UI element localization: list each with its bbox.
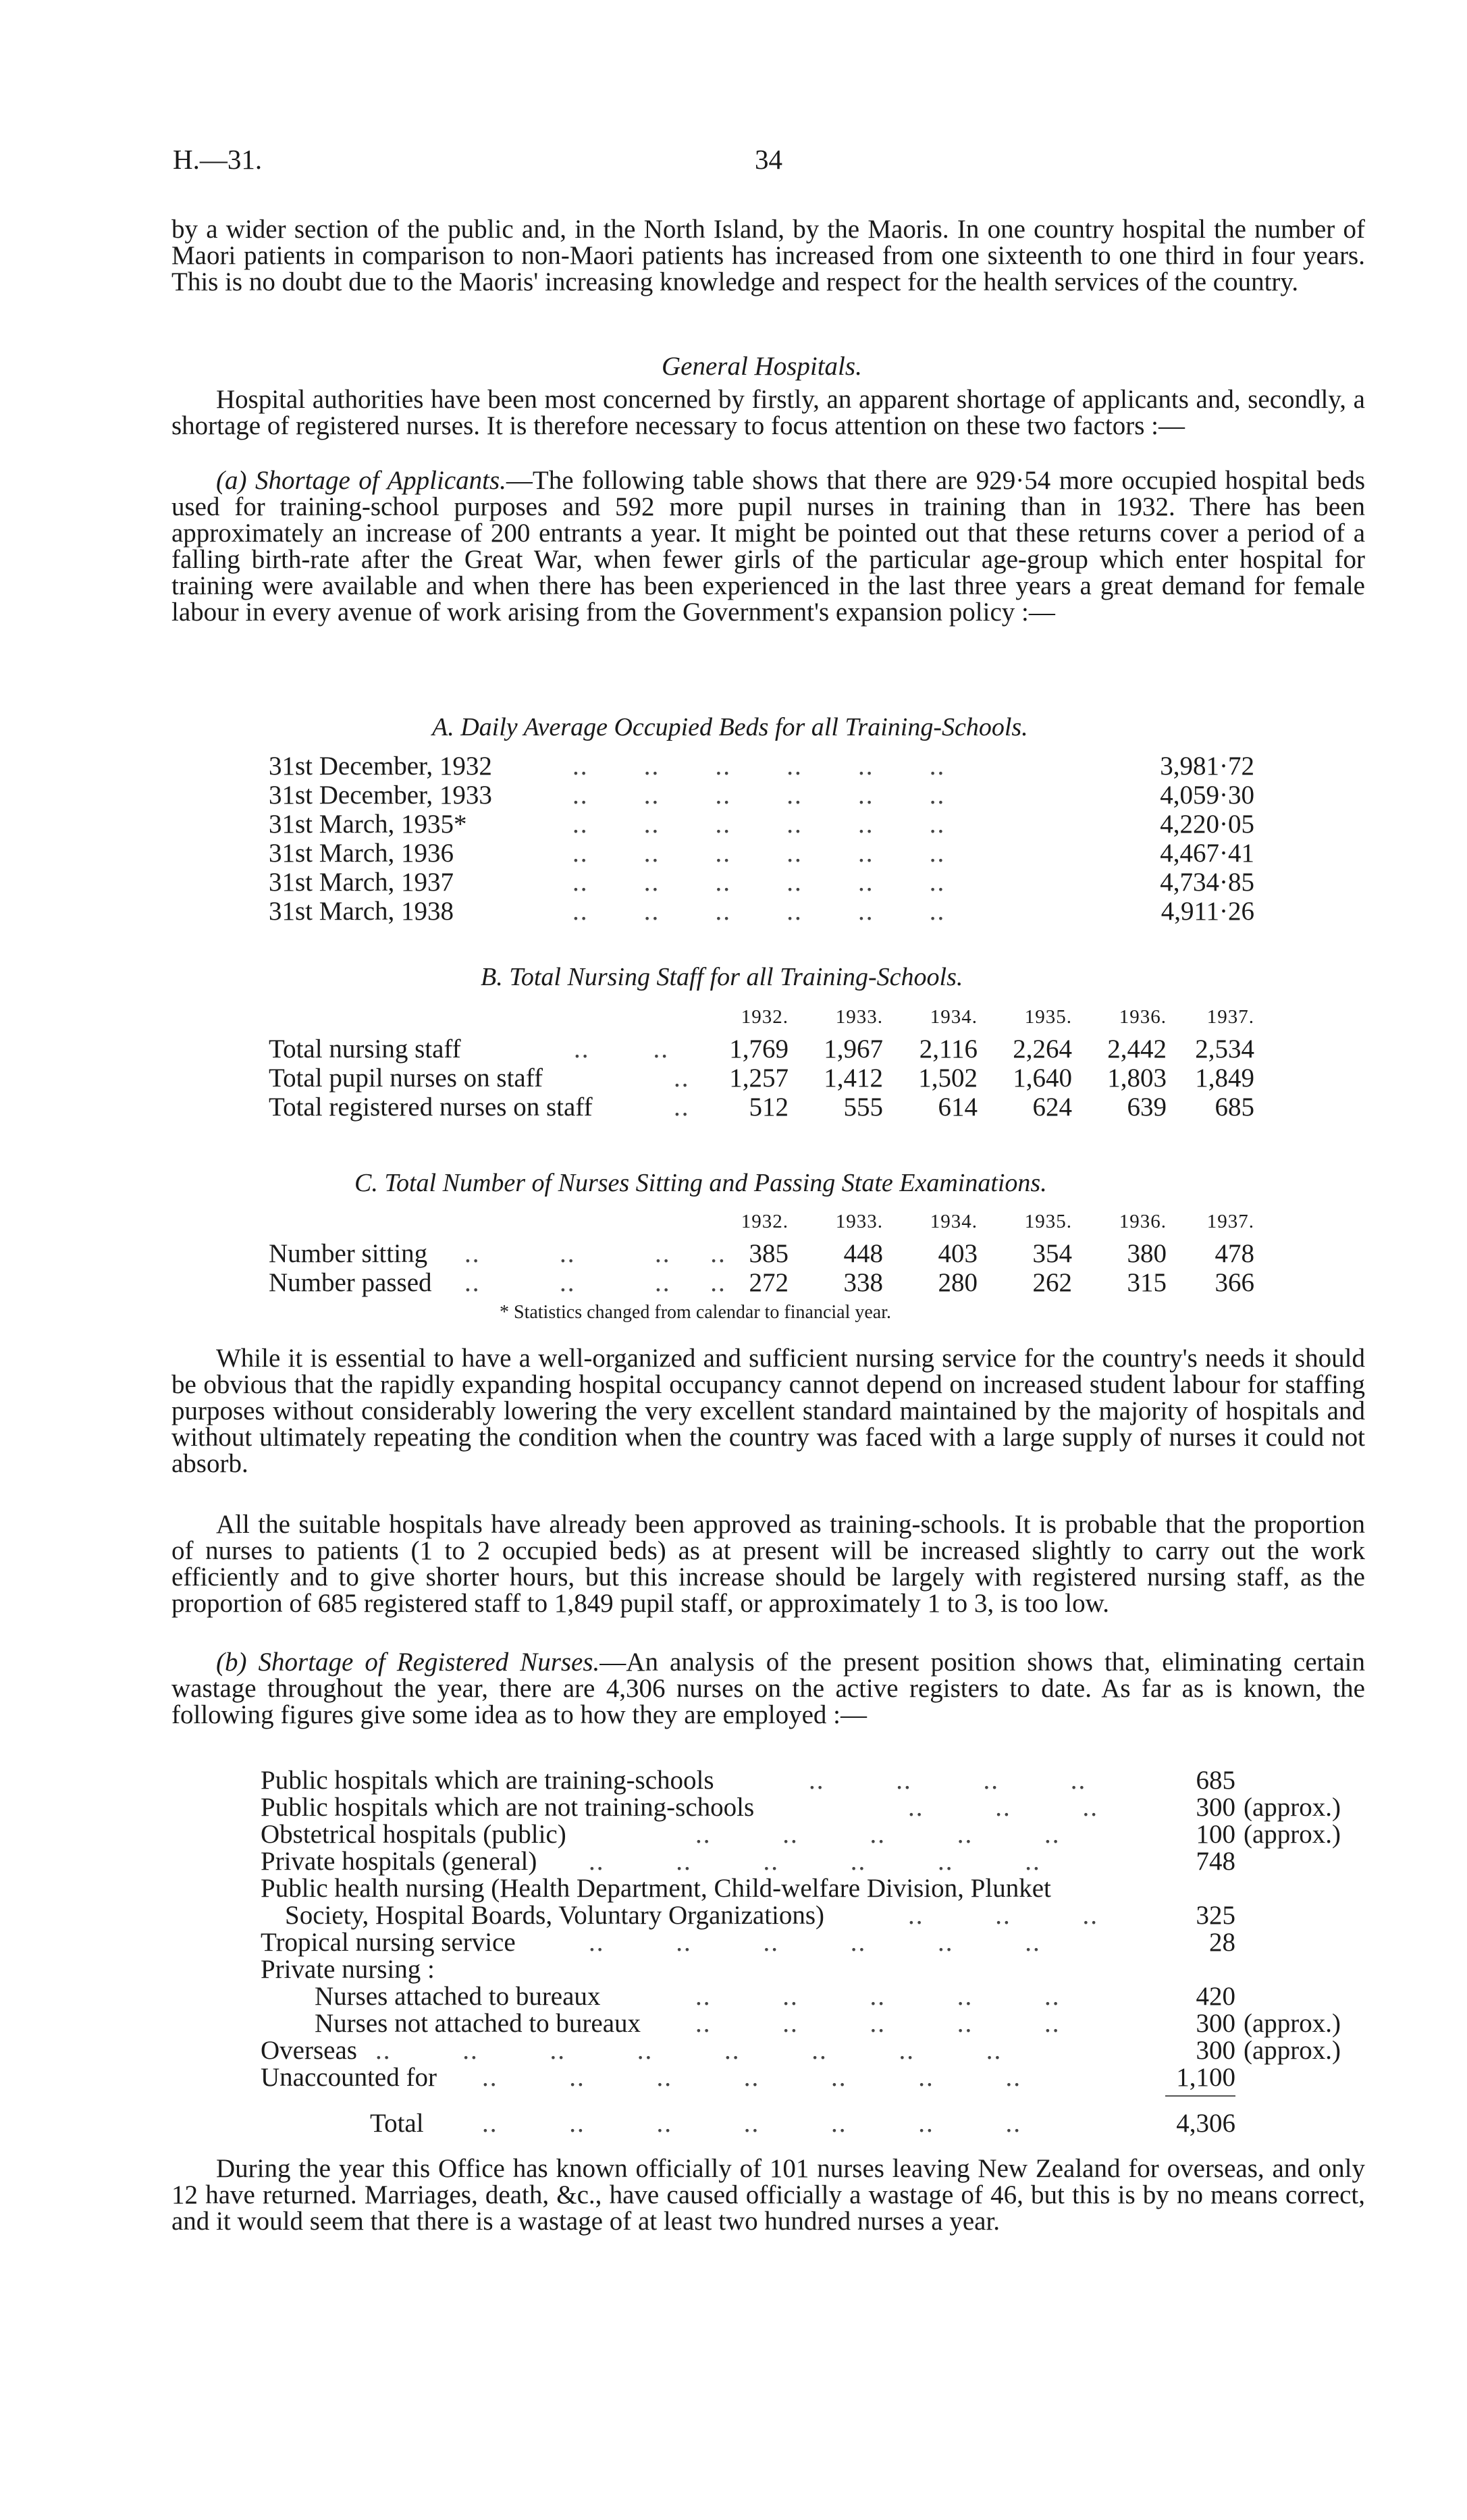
year-header: 1933. bbox=[835, 1211, 883, 1232]
cell-value: 1,640 bbox=[1013, 1064, 1072, 1093]
row-note: (approx.) bbox=[1244, 1793, 1341, 1822]
leader-dots: .. .. .. bbox=[908, 1901, 1098, 1930]
paragraph-authorities: Hospital authorities have been most concerned by firstly, an apparent shortage of applicants and, secondly, a shortage of registered nurses. It is therefore necessary to focus attention on these two factors :— bbox=[171, 385, 1365, 440]
cell-value: 262 bbox=[1032, 1268, 1072, 1297]
row-value: 28 bbox=[1209, 1928, 1235, 1957]
paragraph-shortage-registered bbox=[171, 1649, 1365, 1728]
cell-value: 478 bbox=[1215, 1239, 1254, 1268]
document-code: H.—31. bbox=[173, 144, 263, 175]
total-value: 4,306 bbox=[1176, 2109, 1235, 2138]
cell-value: 2,116 bbox=[919, 1034, 978, 1064]
paragraph-final: During the year this Office has known officially of 101 nurses leaving New Zealand for overseas, and only 12 have returned. Marriages, death, &c., have caused officially a wastage of 46, but this is by no means correct, and it would seem that there is a wastage of at least two hundred nurses a year. bbox=[171, 2154, 1365, 2236]
row-label: 31st December, 1933 bbox=[269, 781, 492, 810]
row-label: Number passed bbox=[269, 1268, 432, 1297]
year-header: 1935. bbox=[1024, 1006, 1072, 1028]
cell-value: 272 bbox=[749, 1268, 789, 1297]
year-header: 1936. bbox=[1119, 1211, 1167, 1232]
row-value: 300 bbox=[1196, 1793, 1235, 1822]
row-value: 325 bbox=[1196, 1901, 1235, 1930]
cell-value: 2,534 bbox=[1195, 1034, 1254, 1064]
leader-dots: .. .. .. .. bbox=[809, 1766, 1087, 1795]
cell-value: 685 bbox=[1215, 1093, 1254, 1122]
cell-value: 380 bbox=[1127, 1239, 1167, 1268]
leader-dots: .. .. .. .. .. .. bbox=[572, 839, 946, 868]
leader-dots: .. .. .. .. .. bbox=[695, 1982, 1061, 2011]
row-label: Society, Hospital Boards, Voluntary Organizations) bbox=[285, 1901, 825, 1930]
cell-value: 1,502 bbox=[918, 1064, 978, 1093]
row-label: 31st December, 1932 bbox=[269, 752, 492, 781]
footnote: * Statistics changed from calendar to financial year. bbox=[500, 1302, 892, 1323]
leader-dots: .. .. .. .. .. .. .. bbox=[482, 2109, 1021, 2138]
leader-dots: .. .. .. .. bbox=[464, 1268, 726, 1297]
leader-dots: .. bbox=[674, 1064, 690, 1093]
paragraph-label: (b) Shortage of Registered Nurses. bbox=[216, 1648, 600, 1677]
cell-value: 315 bbox=[1127, 1268, 1167, 1297]
leader-dots: .. .. .. .. .. bbox=[695, 1820, 1061, 1849]
table-a-title: A. Daily Average Occupied Beds for all Training-Schools. bbox=[432, 713, 1028, 741]
row-label: Total registered nurses on staff bbox=[269, 1093, 593, 1122]
row-value: 4,734·85 bbox=[1160, 868, 1254, 897]
cell-value: 2,264 bbox=[1013, 1034, 1072, 1064]
leader-dots: .. .. .. .. .. .. bbox=[572, 897, 946, 926]
total-rule bbox=[1165, 2095, 1235, 2097]
cell-value: 448 bbox=[843, 1239, 883, 1268]
cell-value: 1,412 bbox=[824, 1064, 883, 1093]
row-label: Public health nursing (Health Department, Child-welfare Division, Plunket bbox=[261, 1874, 1051, 1903]
row-label: 31st March, 1936 bbox=[269, 839, 454, 868]
cell-value: 1,257 bbox=[729, 1064, 789, 1093]
cell-value: 614 bbox=[938, 1093, 978, 1122]
paragraph-shortage-applicants bbox=[171, 467, 1365, 625]
row-label: Public hospitals which are training-schools bbox=[261, 1766, 714, 1795]
leader-dots: .. .. .. bbox=[908, 1793, 1098, 1822]
cell-value: 354 bbox=[1032, 1239, 1072, 1268]
leader-dots: .. .. .. .. .. .. bbox=[572, 752, 946, 781]
row-label: Tropical nursing service bbox=[261, 1928, 516, 1957]
row-note: (approx.) bbox=[1244, 2009, 1341, 2038]
leader-dots: .. bbox=[674, 1093, 690, 1122]
cell-value: 280 bbox=[938, 1268, 978, 1297]
page-number: 34 bbox=[755, 144, 782, 175]
cell-value: 512 bbox=[749, 1093, 789, 1122]
cell-value: 2,442 bbox=[1107, 1034, 1167, 1064]
row-value: 420 bbox=[1196, 1982, 1235, 2011]
paragraph-suitable: All the suitable hospitals have already been approved as training-schools. It is probable that the proportion of nurses to patients (1 to 2 occupied beds) as at present will be increased slightly to carry out the work efficiently and to give shorter hours, but this increase should be largely with registered nursing staff, as the proportion of 685 registered staff to 1,849 pupil staff, or approximately 1 to 3, is too low. bbox=[171, 1510, 1365, 1618]
year-header: 1932. bbox=[741, 1211, 789, 1232]
cell-value: 639 bbox=[1127, 1093, 1167, 1122]
intro-paragraph: by a wider section of the public and, in the North Island, by the Maoris. In one country hospital the number of Maori patients in comparison to non-Maori patients has increased from one sixteenth to one third in four years. This is no doubt due to the Maoris' increasing knowledge and respect for the health services of the country. bbox=[171, 215, 1365, 296]
paragraph-text: —The following table shows that there are 929·54 more occupied hospital beds used for training-school purposes and 592 more pupil nurses in training than in 1932. There has been approximately an increase of 200 entrants a year. It might be pointed out that these returns cover a period of a falling birth-rate after the Great War, when fewer girls of the particular age-group which enter hospital for training were available and when there has been experienced in the last three years a great demand for female labour in every avenue of work arising from the Government's expansion policy :— bbox=[171, 466, 1365, 627]
row-value: 300 bbox=[1196, 2036, 1235, 2065]
row-value: 4,220·05 bbox=[1160, 810, 1254, 839]
table-b-title: B. Total Nursing Staff for all Training-Schools. bbox=[481, 963, 963, 991]
row-note: (approx.) bbox=[1244, 2036, 1341, 2065]
cell-value: 1,803 bbox=[1107, 1064, 1167, 1093]
row-label: Public hospitals which are not training-schools bbox=[261, 1793, 755, 1822]
cell-value: 1,967 bbox=[824, 1034, 883, 1064]
cell-value: 1,849 bbox=[1195, 1064, 1254, 1093]
cell-value: 385 bbox=[749, 1239, 789, 1268]
cell-value: 555 bbox=[843, 1093, 883, 1122]
paragraph-text: —An analysis of the present position shows that, eliminating certain wastage throughout the year, there are 4,306 nurses on the active registers to date. As far as is known, the following figures give some idea as to how they are employed :— bbox=[171, 1648, 1366, 1729]
row-label: Private hospitals (general) bbox=[261, 1847, 537, 1876]
leader-dots: .. .. .. .. bbox=[464, 1239, 726, 1268]
row-value: 4,911·26 bbox=[1161, 897, 1254, 926]
row-note: (approx.) bbox=[1244, 1820, 1341, 1849]
row-value: 300 bbox=[1196, 2009, 1235, 2038]
row-label: Obstetrical hospitals (public) bbox=[261, 1820, 566, 1849]
cell-value: 624 bbox=[1032, 1093, 1072, 1122]
leader-dots: .. .. .. .. .. .. .. .. bbox=[375, 2036, 1003, 2065]
leader-dots: .. .. .. .. .. .. bbox=[572, 810, 946, 839]
year-header: 1936. bbox=[1119, 1006, 1167, 1028]
row-label: Overseas bbox=[261, 2036, 357, 2065]
row-label: Private nursing : bbox=[261, 1955, 435, 1984]
section-heading: General Hospitals. bbox=[662, 352, 862, 381]
cell-value: 403 bbox=[938, 1239, 978, 1268]
year-header: 1932. bbox=[741, 1006, 789, 1028]
paragraph-essential: While it is essential to have a well-organized and sufficient nursing service for the country's needs it should be obvious that the rapidly expanding hospital occupancy cannot depend on increased student labour for staffing purposes without considerably lowering the very excellent standard maintained by the majority of hospitals and without ultimately repeating the condition when the country was faced with a large supply of nurses it could not absorb. bbox=[171, 1344, 1365, 1478]
row-label: Nurses attached to bureaux bbox=[315, 1982, 601, 2011]
year-header: 1934. bbox=[930, 1211, 978, 1232]
leader-dots: .. .. .. .. .. .. bbox=[572, 781, 946, 810]
leader-dots: .. .. .. .. .. .. bbox=[572, 868, 946, 897]
cell-value: 338 bbox=[843, 1268, 883, 1297]
row-value: 4,467·41 bbox=[1160, 839, 1254, 868]
row-value: 3,981·72 bbox=[1160, 752, 1254, 781]
row-label: Total pupil nurses on staff bbox=[269, 1064, 543, 1093]
year-header: 1937. bbox=[1206, 1006, 1254, 1028]
year-header: 1935. bbox=[1024, 1211, 1072, 1232]
row-label: Number sitting bbox=[269, 1239, 428, 1268]
row-label: Total nursing staff bbox=[269, 1034, 461, 1064]
row-value: 4,059·30 bbox=[1160, 781, 1254, 810]
row-label: Unaccounted for bbox=[261, 2063, 437, 2092]
row-label: 31st March, 1935* bbox=[269, 810, 467, 839]
paragraph-label: (a) Shortage of Applicants. bbox=[216, 466, 506, 495]
row-value: 1,100 bbox=[1176, 2063, 1235, 2092]
year-header: 1937. bbox=[1206, 1211, 1254, 1232]
cell-value: 366 bbox=[1215, 1268, 1254, 1297]
year-header: 1934. bbox=[930, 1006, 978, 1028]
row-value: 685 bbox=[1196, 1766, 1235, 1795]
row-label: Nurses not attached to bureaux bbox=[315, 2009, 641, 2038]
leader-dots: .. .. .. .. .. bbox=[695, 2009, 1061, 2038]
leader-dots: .. .. bbox=[574, 1034, 669, 1064]
total-label: Total bbox=[370, 2109, 424, 2138]
cell-value: 1,769 bbox=[729, 1034, 789, 1064]
row-value: 748 bbox=[1196, 1847, 1235, 1876]
table-c-title: C. Total Number of Nurses Sitting and Passing State Examinations. bbox=[354, 1169, 1047, 1197]
leader-dots: .. .. .. .. .. .. .. bbox=[482, 2063, 1021, 2092]
year-header: 1933. bbox=[835, 1006, 883, 1028]
leader-dots: .. .. .. .. .. .. bbox=[589, 1847, 1041, 1876]
row-label: 31st March, 1937 bbox=[269, 868, 454, 897]
leader-dots: .. .. .. .. .. .. bbox=[589, 1928, 1041, 1957]
row-label: 31st March, 1938 bbox=[269, 897, 454, 926]
row-value: 100 bbox=[1196, 1820, 1235, 1849]
